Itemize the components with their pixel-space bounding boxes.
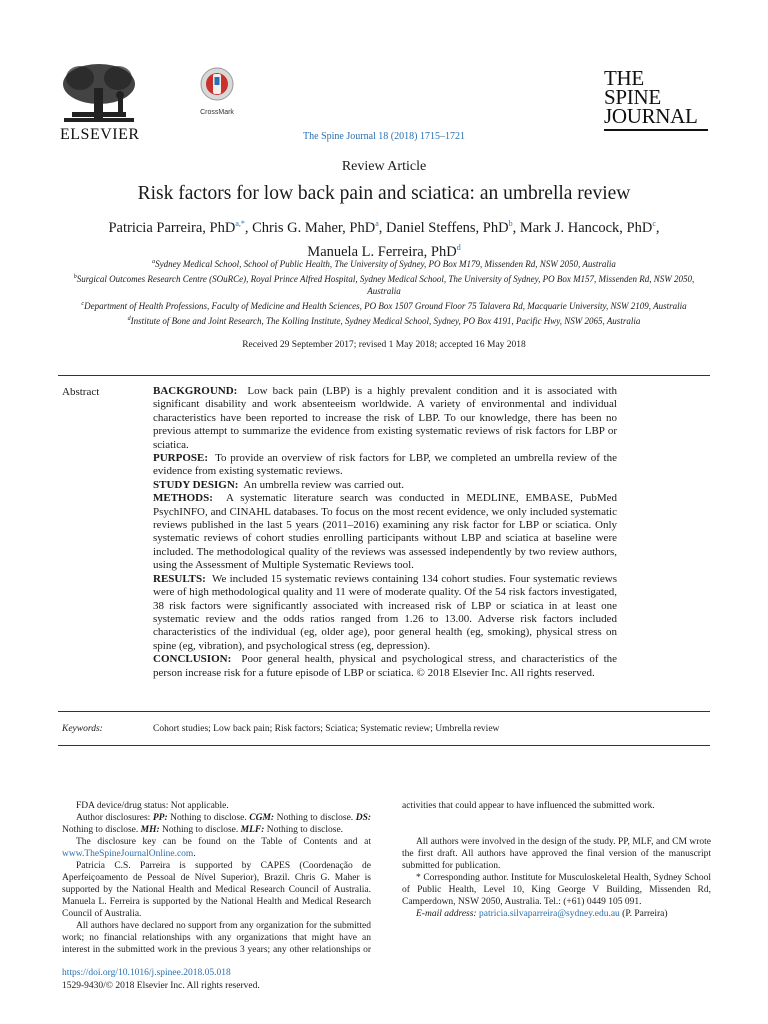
footnote-corresponding: * Corresponding author. Institute for Musculoskeletal Health, Sydney School of Public Health, Level 10, King George V Building, Missenden Rd, Camperdown, NSW 2050, Australia. Tel.: (+61) 0449 105 091.: [402, 873, 711, 907]
abstract-section: RESULTS: We included 15 systematic reviews containing 134 cohort studies. Four systematic reviews were of high methodological quality and 11 were of moderate quality. Of the 54 risk factors investigated, 38 risk factors were significantly associated with increased risk of LBP or sciatica in at least one systematic review and the odds ratios ranged from 1.26 to 13.00. Adverse risk factors included characteristics of the individual (eg, older age), poor general health (eg, smoking), physical stress on spine (eg, vibration), and psychological stress (eg, depression).: [153, 572, 617, 652]
author-affiliation-mark[interactable]: a: [375, 219, 379, 228]
divider: [58, 711, 710, 712]
author-name: Daniel Steffens, PhD: [386, 219, 509, 236]
author-affiliation-mark[interactable]: c: [652, 219, 656, 228]
divider: [58, 375, 710, 376]
author-affiliation-mark[interactable]: b: [508, 219, 513, 228]
footnote-contributions: All authors were involved in the design of the study. PP, MLF, and CM wrote the first draft. All authors have approved the final version of the manuscript submitted for publication.: [402, 837, 711, 871]
affiliation: $^a$Sydney Medical School, School of Public Health, The University of Sydney, PO Box M179, Missenden Rd, NSW 2050, Australia: [152, 259, 616, 269]
abstract-body: [153, 385, 617, 680]
affiliation: $^b$Surgical Outcomes Research Centre (SOuRCe), Royal Prince Alfred Hospital, Sydney Medical School, The University of Sydney, PO Box M157, Missenden Rd, NSW 2050, Australia: [73, 273, 695, 297]
abstract-section: METHODS: A systematic literature search was conducted in MEDLINE, EMBASE, PubMed PsychINFO, and CINAHL databases. To focus on the most recent evidence, we only included systematic reviews published in the last 5 years (2011–2016) examining any risk factor for LBP or sciatica. Only systematic reviews of cohort studies enrolling participants without LBP and sciatica at baseline were included. The methodological quality of the reviews was assessed independently by two review authors, using the Assessment of Multiple Systematic Reviews tool.: [153, 492, 617, 572]
footnote-funding: Patricia C.S. Parreira is supported by CAPES (Coordenação de Aperfeiçoamento de Pessoal de Nível Superior), Brazil. Chris G. Maher is supported by the National Health and Medical Research Council of Australia. Manuela L. Ferreira is supported by the National Health and Medical Research Council of Australia.: [62, 861, 371, 919]
publisher-name: ELSEVIER: [60, 126, 140, 143]
journal-website-link[interactable]: www.TheSpineJournalOnline.com: [62, 849, 194, 859]
abstract-label: Abstract: [62, 386, 100, 398]
abstract-section: PURPOSE: To provide an overview of risk factors for LBP, we completed an umbrella review of the evidence from existing systematic reviews.: [153, 452, 617, 478]
affiliations: [58, 256, 710, 328]
author-name: Manuela L. Ferreira, PhD: [307, 243, 457, 260]
footnote-disclosure-key: The disclosure key can be found on the Table of Contents and at www.TheSpineJournalOnline.com.: [62, 837, 371, 859]
article-type: Review Article: [341, 159, 427, 174]
article-title: Risk factors for low back pain and sciatica: an umbrella review: [137, 183, 631, 204]
abstract-section: CONCLUSION: Poor general health, physical and psychological stress, and characteristics of the person increase risk for a future episode of LBP or sciatica. © 2018 Elsevier Inc. All rights reserved.: [153, 653, 618, 679]
crossmark-label: CrossMark: [200, 109, 234, 116]
author-name: Mark J. Hancock, PhD: [519, 219, 653, 236]
journal-logo: [604, 66, 714, 131]
footnote-disclosures: Author disclosures: PP: Nothing to disclose. CGM: Nothing to disclose. DS: Nothing to disclose. MH: Nothing to disclose. MLF: Nothing to disclose.: [62, 813, 372, 835]
journal-logo-line-2: SPINE: [604, 85, 661, 109]
affiliation: $^c$Department of Health Professions, Faculty of Medicine and Health Sciences, PO Box 1507 Ground Floor 75 Talavera Rd, Macquarie University, NSW 2109, Australia: [81, 301, 687, 312]
footnote-email: E-mail address: patricia.silvaparreira@sydney.edu.au (P. Parreira): [416, 909, 668, 919]
author-name: Chris G. Maher, PhD: [252, 219, 376, 236]
abstract-section: STUDY DESIGN: An umbrella review was carried out.: [153, 478, 405, 491]
email-link[interactable]: patricia.silvaparreira@sydney.edu.au: [478, 909, 620, 919]
author-list: Patricia Parreira, PhD$^{a,*}$, Chris G. Maher, PhD$^a$, Daniel Steffens, PhD$^b$, Mark J. Hancock, PhD$^c$, Manuela L. Ferreira, PhD$^d$: [108, 219, 660, 260]
author-affiliation-mark[interactable]: a,*: [235, 219, 245, 228]
footnotes-right-column: [402, 800, 711, 920]
received-dates: Received 29 September 2017; revised 1 May 2018; accepted 16 May 2018: [242, 340, 526, 350]
footnote-no-support: All authors have declared no support from any organization for the submitted work; no financial relationships with any organizations that might have an interest in the submitted work in the previous 3 years; any other relationships or: [62, 921, 371, 955]
author-name: Patricia Parreira, PhD: [108, 219, 236, 236]
journal-reference[interactable]: The Spine Journal 18 (2018) 1715–1721: [303, 131, 465, 142]
crossmark-icon: [199, 66, 235, 102]
divider: [58, 745, 710, 746]
footnotes-left-column: [62, 800, 371, 956]
crossmark-badge[interactable]: [195, 66, 239, 116]
author-affiliation-mark[interactable]: d: [456, 242, 461, 252]
abstract-section: BACKGROUND: Low back pain (LBP) is a highly prevalent condition and it is associated with significant disability and work absenteeism worldwide. A variety of environmental and individual characteristics have been reported to increase the risk of LBP. To our knowledge, there has been no previous attempt to summarize the evidence from existing systematic reviews of risk factors for LBP or sciatica.: [153, 385, 618, 451]
footnote-no-support-continued: activities that could appear to have influenced the submitted work.: [402, 801, 655, 811]
affiliation: $^d$Institute of Bone and Joint Research, The Kolling Institute, Sydney Medical School, Sydney, PO Box 4191, Pacific Hwy, NSW 2065, Australia: [127, 315, 641, 326]
journal-logo-line-3: JOURNAL: [604, 104, 698, 128]
doi-link[interactable]: https://doi.org/10.1016/j.spinee.2018.05.018: [62, 968, 231, 978]
issn-copyright: 1529-9430/© 2018 Elsevier Inc. All rights reserved.: [62, 981, 260, 991]
journal-logo-line-1: THE: [604, 66, 644, 90]
footnote-fda: FDA device/drug status: Not applicable.: [76, 801, 229, 811]
keywords-label: Keywords:: [62, 724, 103, 734]
keywords-list: Cohort studies; Low back pain; Risk factors; Sciatica; Systematic review; Umbrella review: [153, 724, 500, 734]
